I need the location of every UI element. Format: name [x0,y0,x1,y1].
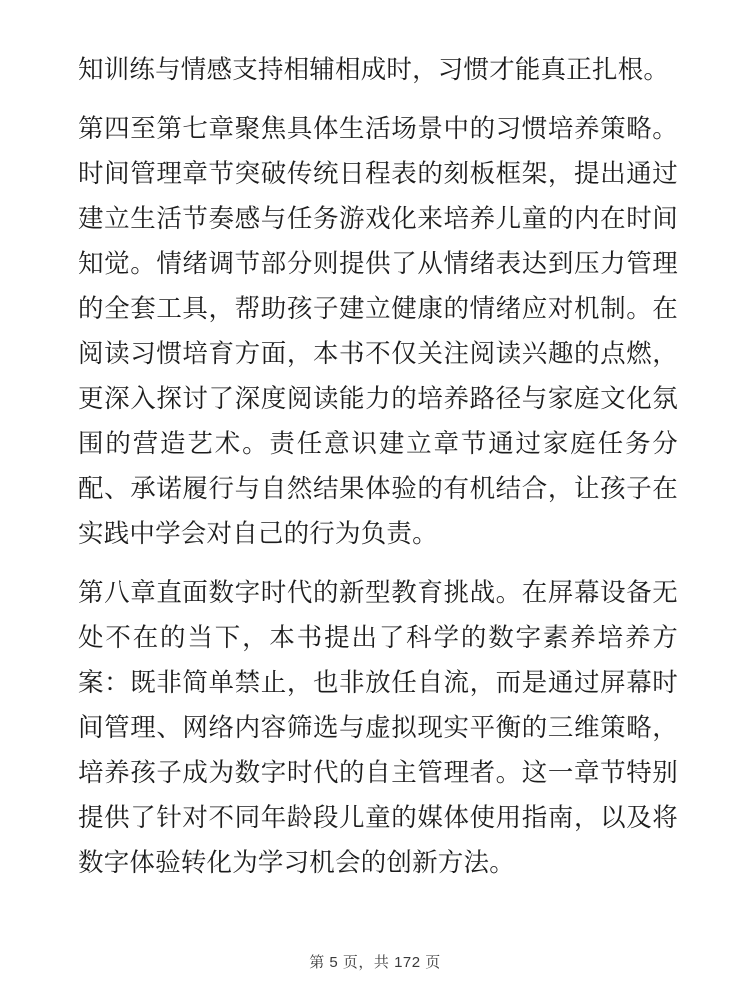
page-footer: 第 5 页，共 172 页 [309,954,441,971]
paragraph-3: 第八章直面数字时代的新型教育挑战。在屏幕设备无处不在的当下，本书提出了科学的数字素养培养方案：既非简单禁止，也非放任自流，而是通过屏幕时间管理、网络内容筛选与虚拟现实平衡的三维策略，培养孩子成为数字时代的自主管理者。这一章节特别提供了针对不同年龄段儿童的媒体使用指南，以及将数字体验转化为学习机会的创新方法。 [78,579,678,877]
paragraph-2: 第四至第七章聚焦具体生活场景中的习惯培养策略。时间管理章节突破传统日程表的刻板框架，提出通过建立生活节奏感与任务游戏化来培养儿童的内在时间知觉。情绪调节部分则提供了从情绪表达到压力管理的全套工具，帮助孩子建立健康的情绪应对机制。在阅读习惯培育方面，本书不仅关注阅读兴趣的点燃，更深入探讨了深度阅读能力的培养路径与家庭文化氛围的营造艺术。责任意识建立章节通过家庭任务分配、承诺履行与自然结果体验的有机结合，让孩子在实践中学会对自己的行为负责。 [78,115,678,548]
document-body [78,48,678,900]
paragraph-1: 知训练与情感支持相辅相成时，习惯才能真正扎根。 [78,56,670,84]
